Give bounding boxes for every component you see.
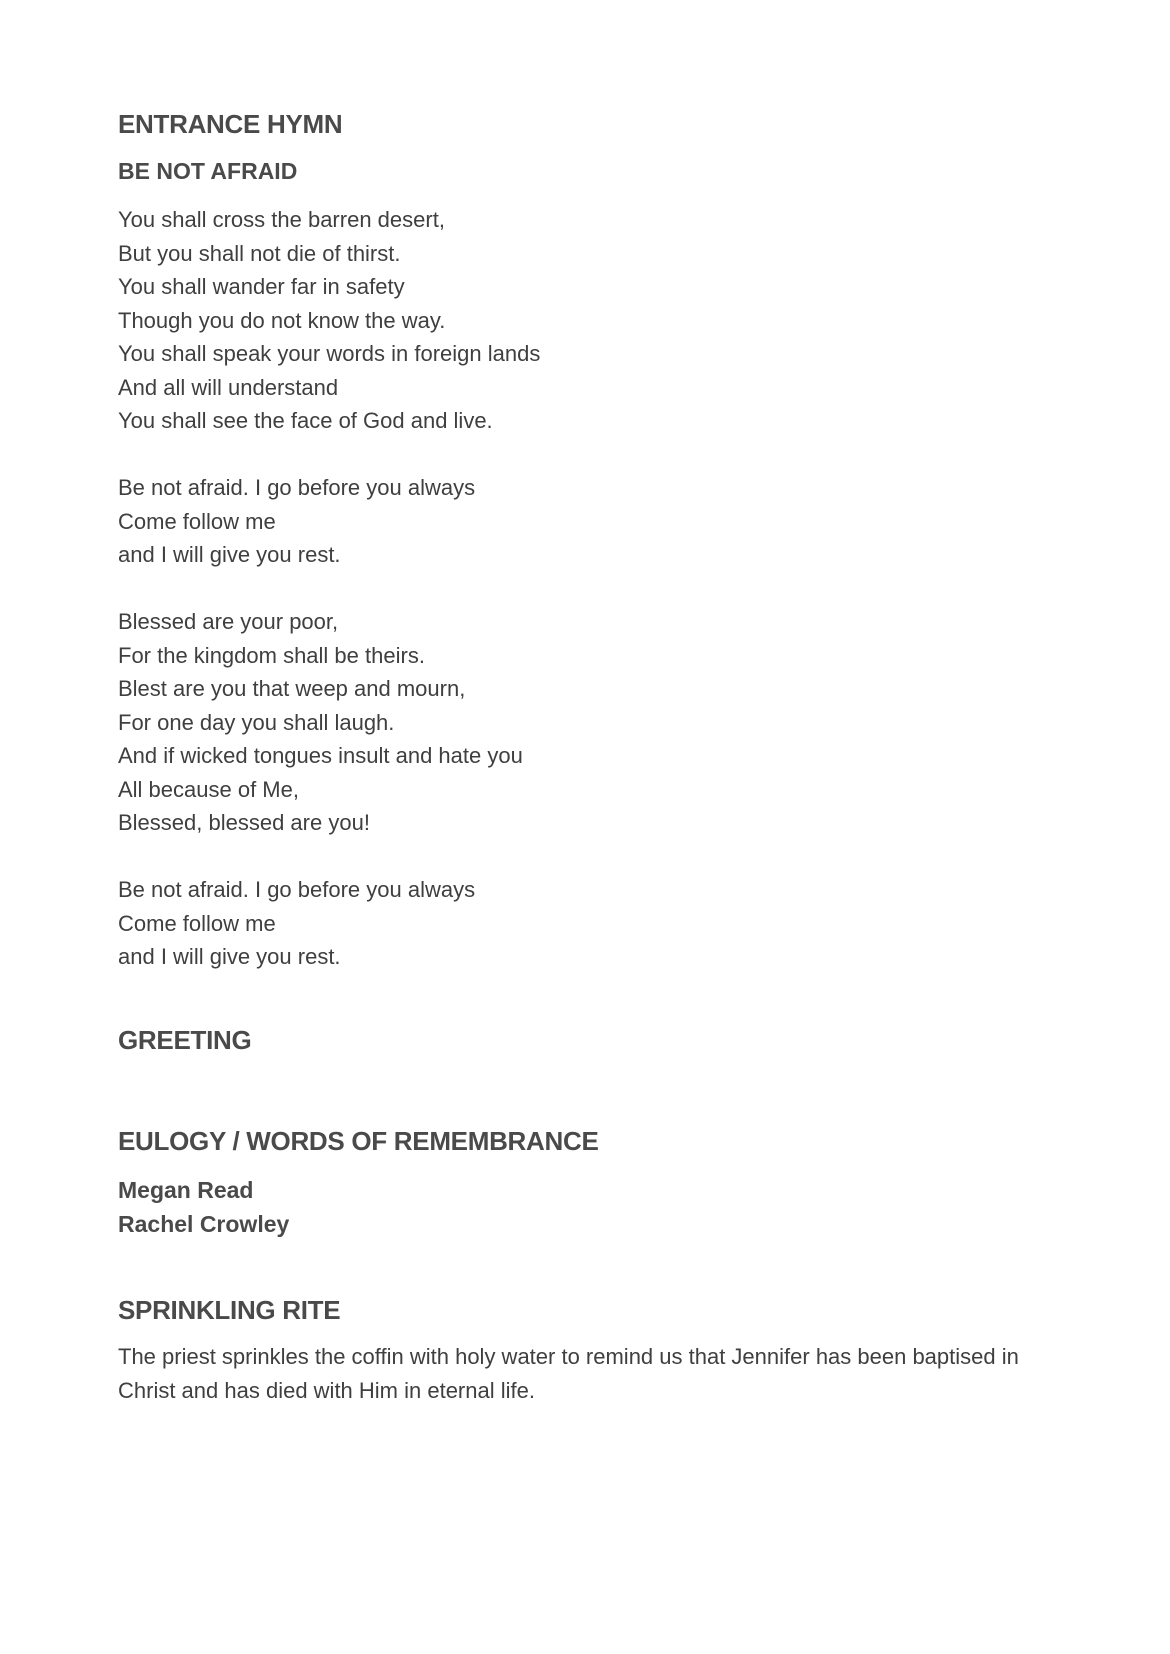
hymn-verse-1 [118,203,540,438]
lyric-line: You shall cross the barren desert, [118,207,445,232]
lyric-line: Come follow me [118,910,276,936]
lyric-line: You shall see the face of God and live. [118,408,493,433]
lyric-line: You shall wander far in safety [118,274,405,299]
lyric-line: Come follow me [118,508,276,534]
hymn-verse-2 [118,605,523,840]
lyric-line: Blessed, blessed are you! [118,810,370,835]
eulogy-heading: EULOGY / WORDS OF REMEMBRANCE [118,1126,599,1156]
lyric-line: For one day you shall laugh. [118,709,395,735]
sprinkling-rite-heading: SPRINKLING RITE [118,1295,341,1325]
lyric-line: For the kingdom shall be theirs. [118,642,425,668]
lyric-line: And all will understand [118,374,339,400]
lyric-line: Be not afraid. I go before you always [118,475,476,500]
lyric-line: and I will give you rest. [118,542,341,567]
greeting-heading: GREETING [118,1025,252,1055]
entrance-hymn-heading: ENTRANCE HYMN [118,109,343,139]
lyric-line: But you shall not die of thirst. [118,240,401,266]
hymn-refrain-1 [118,471,475,572]
lyric-line: All because of Me, [118,776,299,802]
lyric-line: Though you do not know the way. [118,307,446,333]
speaker-name: Rachel Crowley [118,1210,290,1237]
eulogy-speakers [118,1174,289,1241]
lyric-line: Blest are you that weep and mourn, [118,676,466,701]
lyric-line: And if wicked tongues insult and hate you [118,743,523,768]
speaker-name: Megan Read [118,1177,254,1203]
hymn-refrain-2 [118,873,475,974]
lyric-line: Be not afraid. I go before you always [118,877,476,902]
hymn-title: BE NOT AFRAID [118,158,298,184]
lyric-line: Blessed are your poor, [118,609,339,634]
lyric-line: You shall speak your words in foreign lands [118,341,541,366]
lyric-line: and I will give you rest. [118,944,341,969]
sprinkling-rite-text: The priest sprinkles the coffin with holy water to remind us that Jennifer has been baptised in Christ and has died with Him in eternal life. [118,1344,1019,1403]
